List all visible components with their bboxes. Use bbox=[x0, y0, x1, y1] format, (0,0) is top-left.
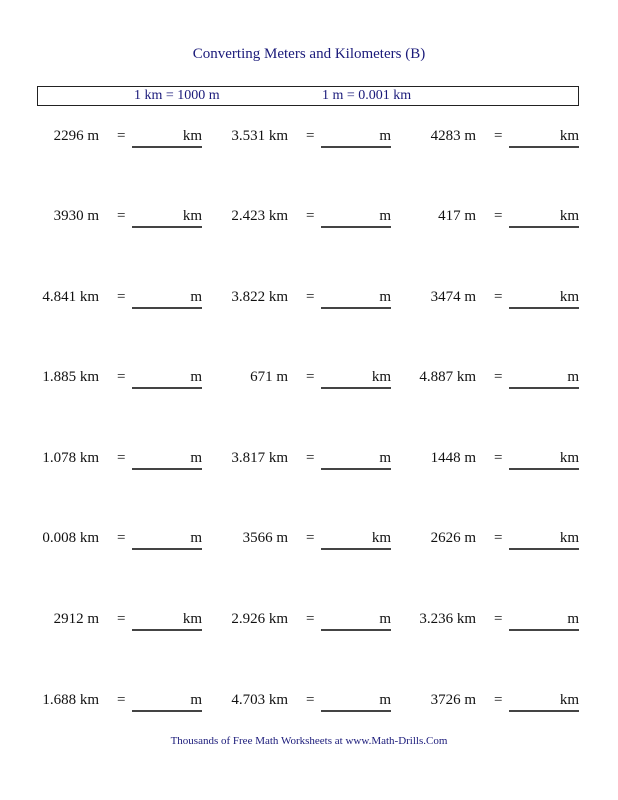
equals-sign: = bbox=[494, 611, 503, 627]
problem-item bbox=[413, 208, 579, 230]
answer-unit: m bbox=[190, 530, 202, 546]
worksheet-title: Converting Meters and Kilometers (B) bbox=[192, 46, 426, 62]
equals-sign: = bbox=[306, 450, 315, 466]
answer-unit: m bbox=[379, 692, 391, 708]
given-value: 4.703 km bbox=[231, 692, 288, 708]
given-value: 4.841 km bbox=[42, 289, 99, 305]
given-value: 3474 m bbox=[430, 289, 476, 305]
answer-unit: m bbox=[190, 289, 202, 305]
given-value: 2.423 km bbox=[231, 208, 288, 224]
problem-item bbox=[413, 369, 579, 391]
conversion-reference-box bbox=[37, 86, 579, 106]
answer-blank[interactable] bbox=[509, 530, 579, 550]
equals-sign: = bbox=[117, 208, 126, 224]
equals-sign: = bbox=[306, 692, 315, 708]
answer-blank[interactable] bbox=[321, 208, 391, 228]
problem-item bbox=[225, 369, 391, 391]
answer-unit: km bbox=[559, 530, 579, 546]
answer-blank[interactable] bbox=[132, 611, 202, 631]
given-value: 3.531 km bbox=[231, 128, 288, 144]
given-value: 2912 m bbox=[53, 611, 99, 627]
equals-sign: = bbox=[494, 289, 503, 305]
given-value: 3.236 km bbox=[419, 611, 476, 627]
given-value: 0.008 km bbox=[42, 530, 99, 546]
given-value: 2296 m bbox=[53, 128, 99, 144]
answer-unit: km bbox=[559, 450, 579, 466]
answer-blank[interactable] bbox=[509, 289, 579, 309]
problem-item bbox=[36, 692, 202, 714]
answer-blank[interactable] bbox=[321, 289, 391, 309]
equals-sign: = bbox=[494, 530, 503, 546]
equals-sign: = bbox=[306, 289, 315, 305]
answer-blank[interactable] bbox=[509, 450, 579, 470]
answer-unit: km bbox=[559, 128, 579, 144]
answer-blank[interactable] bbox=[321, 692, 391, 712]
equals-sign: = bbox=[117, 530, 126, 546]
problem-item bbox=[225, 208, 391, 230]
answer-unit: km bbox=[182, 208, 202, 224]
equals-sign: = bbox=[117, 611, 126, 627]
equals-sign: = bbox=[117, 289, 126, 305]
equals-sign: = bbox=[494, 692, 503, 708]
equals-sign: = bbox=[494, 128, 503, 144]
answer-unit: km bbox=[371, 530, 391, 546]
problem-item bbox=[225, 611, 391, 633]
problem-item bbox=[225, 530, 391, 552]
equals-sign: = bbox=[117, 128, 126, 144]
answer-unit: m bbox=[190, 369, 202, 385]
given-value: 3930 m bbox=[53, 208, 99, 224]
answer-blank[interactable] bbox=[132, 208, 202, 228]
footer-credit: Thousands of Free Math Worksheets at www.Math-Drills.Com bbox=[170, 735, 448, 747]
given-value: 3.822 km bbox=[231, 289, 288, 305]
problem-item bbox=[413, 450, 579, 472]
reference-formula-km-to-m: 1 km = 1000 m bbox=[134, 88, 220, 103]
problem-item bbox=[225, 450, 391, 472]
problem-item bbox=[413, 289, 579, 311]
problem-item bbox=[36, 289, 202, 311]
problem-item bbox=[36, 450, 202, 472]
answer-blank[interactable] bbox=[132, 530, 202, 550]
equals-sign: = bbox=[306, 369, 315, 385]
equals-sign: = bbox=[306, 128, 315, 144]
answer-unit: m bbox=[190, 450, 202, 466]
answer-unit: km bbox=[559, 692, 579, 708]
answer-blank[interactable] bbox=[321, 369, 391, 389]
answer-blank[interactable] bbox=[132, 369, 202, 389]
problem-item bbox=[36, 208, 202, 230]
problem-item bbox=[413, 530, 579, 552]
given-value: 671 m bbox=[250, 369, 288, 385]
equals-sign: = bbox=[117, 450, 126, 466]
equals-sign: = bbox=[494, 450, 503, 466]
equals-sign: = bbox=[306, 611, 315, 627]
given-value: 1448 m bbox=[430, 450, 476, 466]
answer-blank[interactable] bbox=[132, 692, 202, 712]
answer-unit: km bbox=[559, 208, 579, 224]
problem-item bbox=[225, 289, 391, 311]
problem-item bbox=[36, 611, 202, 633]
given-value: 3566 m bbox=[242, 530, 288, 546]
problem-item bbox=[413, 692, 579, 714]
answer-unit: km bbox=[371, 369, 391, 385]
answer-blank[interactable] bbox=[509, 369, 579, 389]
given-value: 3.817 km bbox=[231, 450, 288, 466]
given-value: 2626 m bbox=[430, 530, 476, 546]
equals-sign: = bbox=[306, 530, 315, 546]
answer-blank[interactable] bbox=[132, 289, 202, 309]
answer-unit: m bbox=[567, 369, 579, 385]
given-value: 417 m bbox=[438, 208, 476, 224]
equals-sign: = bbox=[494, 369, 503, 385]
answer-unit: m bbox=[379, 208, 391, 224]
answer-blank[interactable] bbox=[509, 611, 579, 631]
problem-item bbox=[36, 369, 202, 391]
answer-unit: km bbox=[559, 289, 579, 305]
problem-item bbox=[225, 692, 391, 714]
answer-blank[interactable] bbox=[509, 692, 579, 712]
answer-blank[interactable] bbox=[321, 450, 391, 470]
equals-sign: = bbox=[494, 208, 503, 224]
given-value: 4.887 km bbox=[419, 369, 476, 385]
answer-unit: km bbox=[182, 611, 202, 627]
answer-unit: m bbox=[379, 611, 391, 627]
given-value: 2.926 km bbox=[231, 611, 288, 627]
answer-unit: m bbox=[567, 611, 579, 627]
equals-sign: = bbox=[117, 369, 126, 385]
given-value: 1.885 km bbox=[42, 369, 99, 385]
given-value: 3726 m bbox=[430, 692, 476, 708]
answer-blank[interactable] bbox=[321, 611, 391, 631]
equals-sign: = bbox=[117, 692, 126, 708]
problem-item bbox=[225, 128, 391, 150]
answer-unit: m bbox=[379, 128, 391, 144]
given-value: 1.688 km bbox=[42, 692, 99, 708]
given-value: 1.078 km bbox=[42, 450, 99, 466]
answer-blank[interactable] bbox=[509, 128, 579, 148]
problem-item bbox=[413, 128, 579, 150]
answer-blank[interactable] bbox=[132, 128, 202, 148]
answer-blank[interactable] bbox=[321, 530, 391, 550]
given-value: 4283 m bbox=[430, 128, 476, 144]
answer-unit: m bbox=[379, 450, 391, 466]
answer-blank[interactable] bbox=[321, 128, 391, 148]
answer-blank[interactable] bbox=[132, 450, 202, 470]
equals-sign: = bbox=[306, 208, 315, 224]
reference-formula-m-to-km: 1 m = 0.001 km bbox=[322, 88, 412, 103]
answer-unit: km bbox=[182, 128, 202, 144]
answer-blank[interactable] bbox=[509, 208, 579, 228]
answer-unit: m bbox=[190, 692, 202, 708]
problem-item bbox=[36, 530, 202, 552]
problem-item bbox=[413, 611, 579, 633]
answer-unit: m bbox=[379, 289, 391, 305]
problem-item bbox=[36, 128, 202, 150]
